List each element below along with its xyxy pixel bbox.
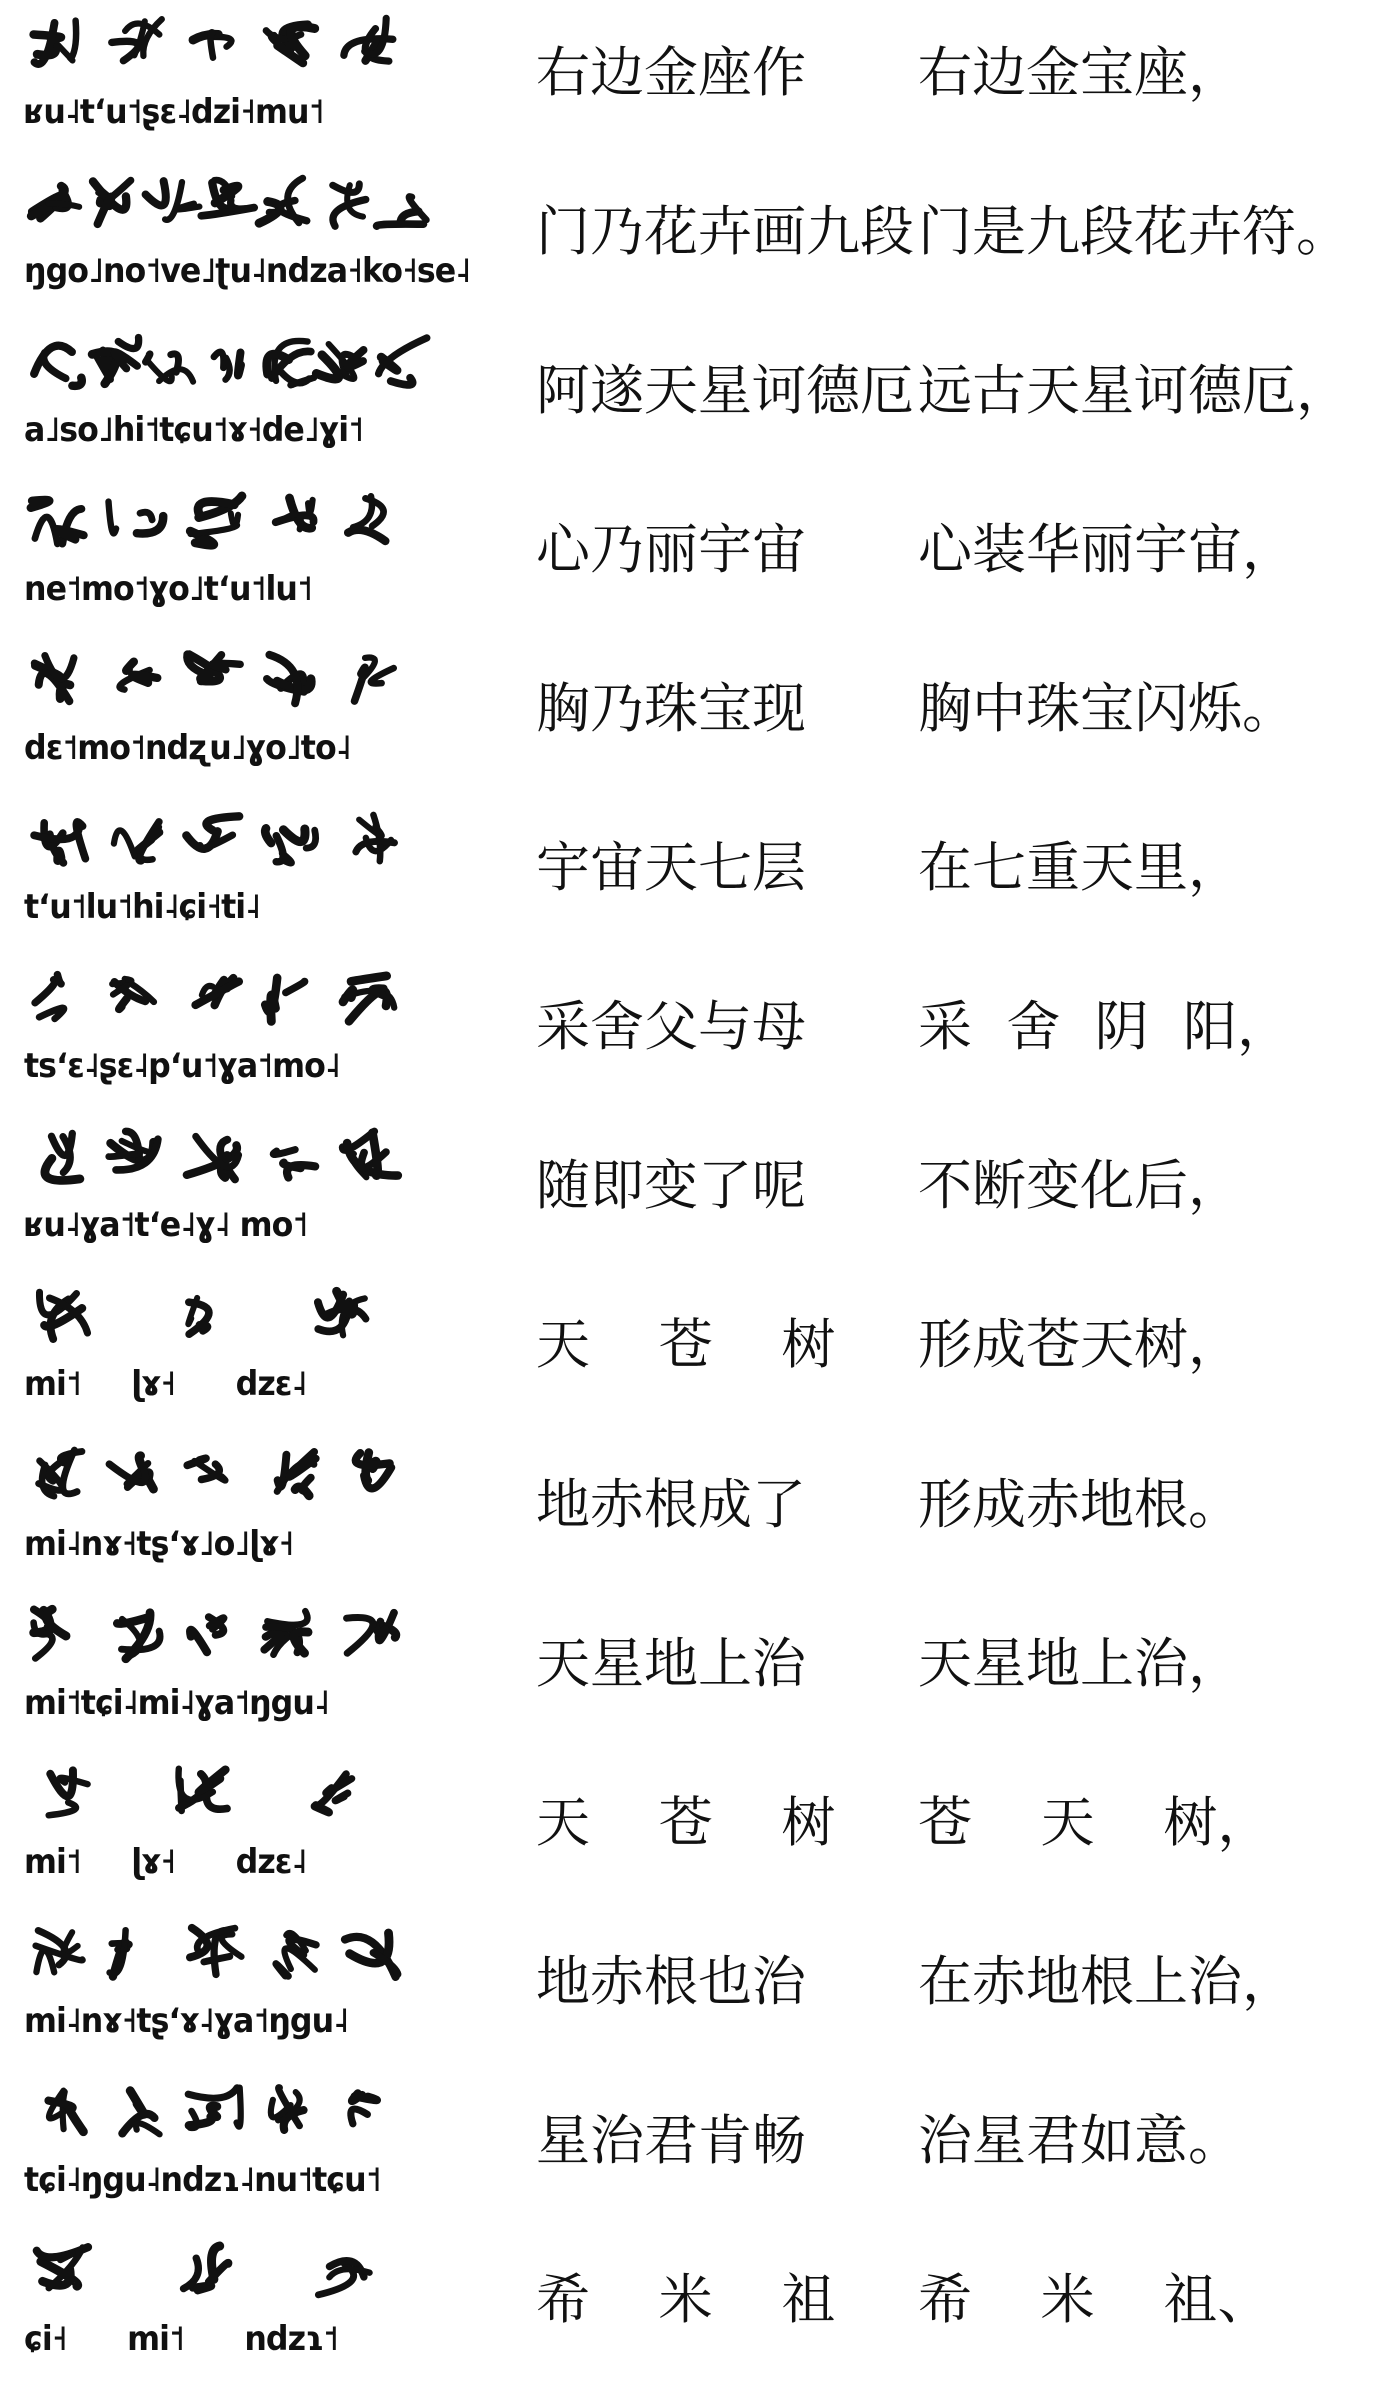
yi-script-glyph [37, 2247, 88, 2288]
yi-script-glyph [343, 1131, 398, 1177]
verse-row [0, 1432, 1379, 1591]
literal-translation: 心乃丽宇宙 [536, 518, 806, 581]
free-translation: 右边金宝座， [918, 41, 1242, 104]
literal-translation: 地赤根也治 [536, 1950, 806, 2013]
yi-script-line [22, 1919, 442, 1991]
yi-script-line [22, 646, 442, 718]
manuscript-glyph-block [22, 1123, 442, 1258]
yi-script-glyph [39, 1292, 87, 1339]
yi-script-line [22, 2237, 442, 2309]
free-translation: 远古天星诃德厄， [918, 359, 1350, 422]
verse-row [0, 2227, 1379, 2386]
yi-script-glyph [276, 498, 314, 529]
phonetic-transcription: mi˨nɤ˧tʂʻɤ˨ɣa˦ŋgu˨ [24, 2001, 349, 2041]
yi-script-glyph [35, 656, 74, 702]
yi-script-glyph [265, 978, 305, 1021]
free-translation: 采 舍 阴 阳， [918, 995, 1291, 1058]
phonetic-transcription: tɕi˨ŋgu˨ndzɿ˨nu˦tɕu˦ [24, 2160, 381, 2200]
yi-script-glyph [318, 1291, 366, 1335]
phonetic-transcription: ʁu˨ɣa˦tʻe˨ɣ˨ mo˦ [24, 1205, 308, 1245]
phonetic-transcription: mi˦ ɭɤ˧ dzɛ˨ [24, 1364, 307, 1404]
yi-script-glyph [146, 181, 200, 220]
free-translation: 在七重天里， [918, 836, 1242, 899]
yi-script-line [22, 169, 442, 241]
yi-script-glyph [267, 655, 311, 704]
phonetic-transcription: tʻu˦lu˦hi˨ɕi˧ti˨ [24, 887, 261, 927]
yi-script-glyph [109, 502, 164, 534]
yi-script-line [22, 10, 442, 82]
manuscript-glyph-block [22, 328, 442, 463]
yi-script-glyph [355, 658, 394, 702]
yi-script-glyph [267, 341, 314, 385]
yi-script-glyph [190, 1928, 241, 1975]
manuscript-glyph-block [22, 1601, 442, 1736]
yi-script-glyph [193, 32, 231, 57]
yi-script-line [22, 1123, 442, 1195]
yi-script-glyph [214, 352, 241, 380]
yi-script-glyph [146, 354, 194, 382]
free-translation: 治星君如意。 [918, 2109, 1242, 2172]
yi-script-glyph [188, 2088, 241, 2128]
verse-row [0, 954, 1379, 1113]
manuscript-glyph-block [22, 487, 442, 622]
literal-translation: 门乃花卉画九段 [536, 200, 914, 263]
free-translation: 门是九段花卉符。 [918, 200, 1350, 263]
phonetic-transcription: ŋgo˩no˦ve˩ʈu˨ndza˧ko˧se˨ [24, 251, 471, 291]
yi-script-glyph [187, 1458, 225, 1480]
verse-row [0, 2068, 1379, 2227]
yi-script-glyph [122, 2091, 159, 2135]
phonetic-transcription: dɛ˦mo˦ndʐu˩ɣo˩to˨ [24, 728, 351, 768]
free-translation: 天星地上治， [918, 1632, 1242, 1695]
manuscript-glyph-block [22, 1760, 442, 1895]
literal-translation: 胸乃珠宝现 [536, 677, 806, 740]
yi-script-glyph [343, 976, 394, 1021]
yi-script-glyph [49, 2091, 84, 2132]
manuscript-glyph-block [22, 2078, 442, 2213]
manuscript-glyph-block [22, 1442, 442, 1577]
yi-script-glyph [35, 975, 64, 1019]
yi-script-glyph [273, 1150, 315, 1178]
yi-script-line [22, 2078, 442, 2150]
phonetic-transcription: mi˨nɤ˧tʂʻɤ˩o˩ɭɤ˧ [24, 1524, 294, 1564]
manuscript-glyph-block [22, 1282, 442, 1417]
yi-script-glyph [34, 822, 85, 863]
free-translation: 苍 天 树， [918, 1791, 1272, 1854]
yi-script-glyph [316, 344, 363, 379]
yi-script-glyph [201, 180, 254, 216]
yi-script-glyph [34, 346, 82, 386]
yi-script-glyph [351, 2093, 377, 2124]
yi-script-glyph [333, 184, 366, 226]
phonetic-transcription: ne˦mo˦ɣo˩tʻu˦lu˦ [24, 569, 312, 609]
verse-row [0, 1909, 1379, 2068]
literal-translation: 天 苍 树 [536, 1313, 836, 1376]
verse-row [0, 1272, 1379, 1431]
yi-script-glyph [93, 180, 131, 224]
yi-script-glyph [318, 2261, 369, 2295]
verse-row [0, 1113, 1379, 1272]
yi-script-line [22, 1601, 442, 1673]
verse-row [0, 159, 1379, 318]
phonetic-transcription: mi˦tɕi˨mi˨ɣa˦ŋgu˨ [24, 1683, 329, 1723]
yi-script-glyph [34, 21, 77, 64]
yi-script-glyph [31, 186, 79, 218]
yi-script-glyph [345, 1933, 398, 1977]
yi-script-glyph [45, 1133, 80, 1180]
yi-script-glyph [265, 828, 315, 863]
verse-row [0, 477, 1379, 636]
yi-script-line [22, 328, 442, 400]
yi-script-glyph [117, 1613, 160, 1659]
manuscript-glyph-block [22, 10, 442, 145]
free-translation: 心装华丽宇宙， [918, 518, 1296, 581]
literal-translation: 随即变了呢 [536, 1154, 806, 1217]
yi-script-glyph [196, 978, 239, 1005]
manuscript-glyph-block [22, 2237, 442, 2372]
yi-script-glyph [109, 1456, 153, 1489]
yi-script-line [22, 964, 442, 1036]
yi-script-glyph [277, 1452, 316, 1496]
literal-translation: 地赤根成了 [536, 1473, 806, 1536]
yi-script-glyph [112, 979, 154, 1009]
free-translation: 形成苍天树， [918, 1313, 1242, 1376]
yi-script-glyph [348, 496, 385, 541]
literal-translation: 天星地上治 [536, 1632, 806, 1695]
yi-script-glyph [264, 1611, 308, 1655]
yi-script-glyph [187, 654, 240, 681]
literal-translation: 采舍父与母 [536, 995, 806, 1058]
verse-row [0, 1750, 1379, 1909]
phonetic-transcription: a˩so˩hi˦tɕu˦ɤ˧de˩ɣi˦ [24, 410, 364, 450]
yi-script-glyph [377, 197, 427, 227]
phonetic-transcription: ʁu˨tʻu˦ʂɛ˨dzi˧mu˦ [24, 92, 324, 132]
verse-row [0, 318, 1379, 477]
yi-script-glyph [356, 815, 395, 861]
free-translation: 在赤地根上治， [918, 1950, 1296, 2013]
free-translation: 胸中珠宝闪烁。 [918, 677, 1296, 740]
manuscript-glyph-block [22, 805, 442, 940]
yi-script-glyph [39, 1450, 82, 1496]
verse-row [0, 636, 1379, 795]
yi-script-glyph [347, 1613, 396, 1654]
verse-row [0, 0, 1379, 159]
phonetic-transcription: mi˦ ɭɤ˧ dzɛ˨ [24, 1842, 307, 1882]
yi-script-glyph [114, 822, 159, 861]
yi-script-glyph [190, 1617, 224, 1652]
literal-translation: 星治君肯畅 [536, 2109, 806, 2172]
yi-script-glyph [184, 2246, 229, 2291]
yi-script-glyph [271, 2088, 304, 2130]
literal-translation: 天 苍 树 [536, 1791, 836, 1854]
yi-script-glyph [179, 1769, 227, 1811]
manuscript-glyph-block [22, 169, 471, 304]
yi-script-glyph [49, 1770, 88, 1815]
verse-row [0, 1591, 1379, 1750]
manuscript-glyph-block [22, 646, 442, 781]
free-translation: 形成赤地根。 [918, 1473, 1242, 1536]
yi-script-glyph [187, 1136, 239, 1179]
yi-script-glyph [188, 1298, 209, 1334]
yi-script-line [22, 1760, 442, 1832]
yi-script-glyph [344, 18, 393, 61]
yi-script-line [22, 1282, 442, 1354]
yi-script-glyph [109, 1131, 158, 1170]
free-translation: 希 米 祖、 [918, 2268, 1272, 2331]
yi-script-line [22, 487, 442, 559]
yi-script-glyph [34, 1609, 66, 1658]
yi-script-glyph [110, 1930, 130, 1976]
yi-script-glyph [356, 1453, 391, 1489]
yi-script-glyph [266, 25, 315, 63]
phonetic-transcription: ɕi˧ mi˦ ndzɿ˦ [24, 2319, 338, 2359]
yi-script-glyph [190, 496, 242, 545]
yi-script-glyph [112, 19, 162, 61]
yi-script-glyph [315, 1774, 352, 1812]
yi-script-glyph [186, 816, 239, 848]
yi-script-glyph [36, 1931, 83, 1973]
literal-translation: 宇宙天七层 [536, 836, 806, 899]
yi-script-glyph [92, 338, 138, 384]
yi-script-line [22, 805, 442, 877]
literal-translation: 阿遂天星诃德厄 [536, 359, 914, 422]
yi-script-glyph [31, 500, 84, 544]
yi-script-glyph [379, 338, 427, 385]
literal-translation: 右边金座作 [536, 41, 806, 104]
literal-translation: 希 米 祖 [536, 2268, 836, 2331]
yi-script-glyph [120, 662, 158, 690]
manuscript-glyph-block [22, 964, 442, 1099]
yi-script-glyph [259, 178, 307, 223]
manuscript-glyph-block [22, 1919, 442, 2054]
yi-script-line [22, 1442, 442, 1514]
phonetic-transcription: tsʻɛ˨ʂɛ˨pʻu˦ɣa˦mo˨ [24, 1046, 340, 1086]
verse-row [0, 795, 1379, 954]
free-translation: 不断变化后， [918, 1154, 1242, 1217]
yi-script-glyph [276, 1933, 316, 1976]
